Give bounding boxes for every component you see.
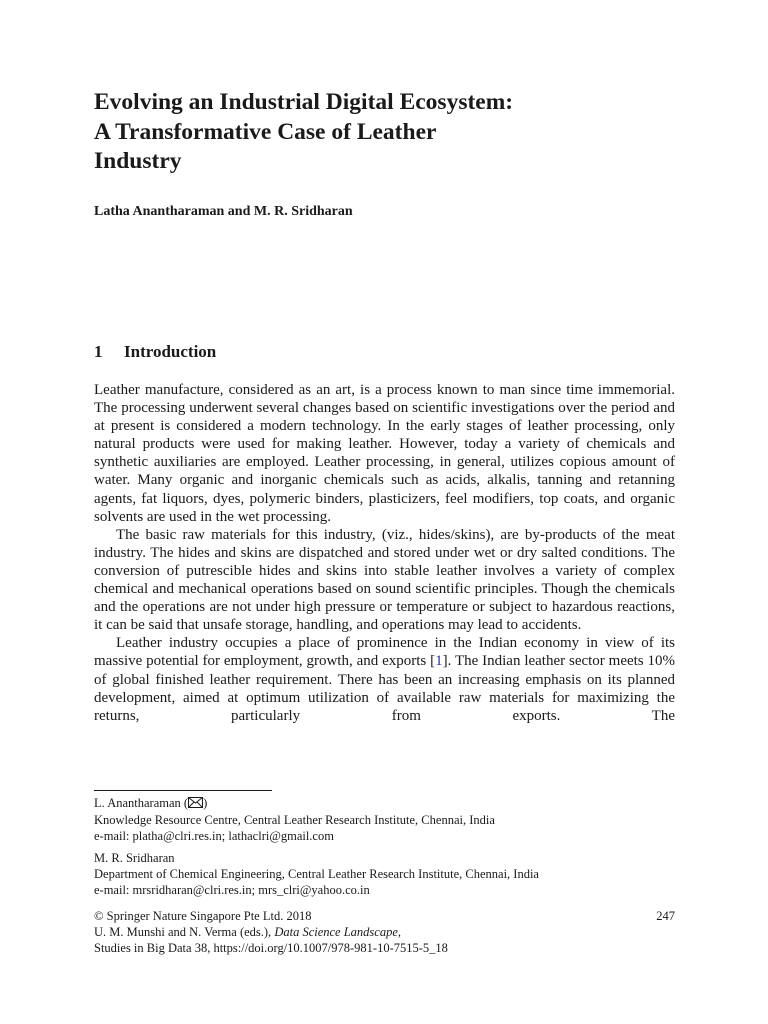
section-number: 1	[94, 342, 103, 361]
series-doi[interactable]: Studies in Big Data 38, https://doi.org/10.1007/978-981-10-7515-5_18	[94, 941, 448, 955]
footnote-author-2-email: e-mail: mrsridharan@clri.res.in; mrs_clri@yahoo.co.in	[94, 883, 370, 897]
page-number: 247	[656, 909, 675, 923]
paper-page	[94, 0, 675, 1024]
title-line-2: A Transformative Case of Leather	[94, 118, 437, 145]
title-line-1: Evolving an Industrial Digital Ecosystem:	[94, 89, 514, 115]
book-citation	[94, 924, 675, 940]
author-footnotes	[94, 795, 675, 898]
editors-suffix: ,	[397, 925, 402, 939]
body-text	[94, 381, 675, 725]
author-list: Latha Anantharaman and M. R. Sridharan	[94, 204, 353, 219]
publication-info	[94, 908, 675, 956]
envelope-icon[interactable]	[188, 796, 203, 812]
citation-link-1[interactable]: 1	[435, 653, 443, 670]
paper-title	[94, 88, 654, 177]
editors: U. M. Munshi and N. Verma (eds.),	[94, 925, 275, 939]
paragraph-1: Leather manufacture, considered as an art, is a process known to man since time immemorial. The processing underwent several changes based on scientific investigations over the period and at present is considered a modern technology. In the early stages of leather processing, only natural products were used for making leather. However, today a variety of chemicals and synthetic auxiliaries are employed. Leather processing, in general, utilizes copious amount of water. Many organic and inorganic chemicals such as acids, alkalis, tanning and retanning agents, fat liquors, dyes, polymeric binders, plasticizers, feel modifiers, top coats, and organic solvents are used in the wet processing.	[94, 382, 675, 525]
footnote-author-1-email: e-mail: platha@clri.res.in; lathaclri@gmail.com	[94, 829, 334, 843]
paragraph-2: The basic raw materials for this industry, (viz., hides/skins), are by-products of the meat industry. The hides and skins are dispatched and stored under wet or dry salted conditions. The conversion of putrescible hides and skins into stable leather involves a variety of complex chemical and mechanical operations based on sound scientific principles. Though the chemicals and the operations are not under high pressure or temperature or subject to hazardous reactions, it can be said that unsafe storage, handling, and operations may lead to accidents.	[94, 526, 675, 634]
footnote-author-2-affiliation: Department of Chemical Engineering, Central Leather Research Institute, Chennai, India	[94, 867, 539, 881]
copyright-notice: © Springer Nature Singapore Pte Ltd. 2018	[94, 909, 312, 923]
section-heading	[94, 342, 216, 362]
paragraph-3-text-b: ]. The Indian leather sector meets 10% of global finished leather requirement. There has been an increasing emphasis on its planned development, aimed at optimum utilization of available raw materials for maximizing the returns, particularly from exports. The	[94, 653, 676, 724]
footnote-author-1: L. Anantharaman ( ) Knowledge Resource Centre, Central Leather Research Institute, Chennai, India e-mail: platha@clri.res.in; lathaclri@gmail.com	[94, 795, 675, 844]
book-title: Data Science Landscape	[274, 925, 398, 939]
footnote-rule	[94, 790, 272, 791]
paragraph-3	[94, 634, 675, 724]
title-line-3: Industry	[94, 148, 182, 174]
footnote-author-2-name: M. R. Sridharan	[94, 851, 175, 865]
section-title: Introduction	[124, 342, 217, 361]
paragraph-3-text-a: Leather industry occupies a place of prominence in the Indian economy in view of its massive potential for employment, growth, and exports [	[94, 635, 675, 670]
footnote-author-2	[94, 850, 675, 898]
footnote-author-1-name: L. Anantharaman	[94, 796, 181, 810]
footnote-author-1-affiliation: Knowledge Resource Centre, Central Leather Research Institute, Chennai, India	[94, 813, 495, 827]
